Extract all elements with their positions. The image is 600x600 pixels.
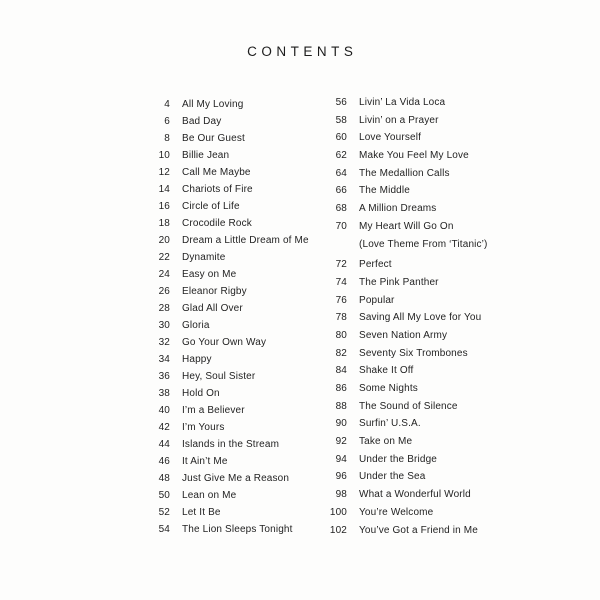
toc-entry (317, 150, 488, 168)
toc-song-title: Bad Day (182, 116, 222, 127)
toc-song-title: What a Wonderful World (359, 489, 471, 501)
toc-page-number: 4 (164, 99, 170, 110)
toc-entry (140, 150, 309, 167)
toc-song-title: Under the Sea (359, 471, 426, 483)
toc-entry (140, 405, 309, 422)
toc-entry (317, 348, 488, 366)
toc-entry (317, 259, 488, 277)
toc-song-title: I’m Yours (182, 422, 225, 433)
toc-page-number: 46 (158, 456, 170, 467)
toc-page-number: 30 (158, 320, 170, 331)
toc-entry (140, 320, 309, 337)
toc-page-number: 88 (335, 400, 347, 412)
toc-entry (140, 439, 309, 456)
toc-page-number: 80 (335, 329, 347, 341)
toc-page-number: 16 (158, 201, 170, 212)
toc-page-number: 50 (158, 490, 170, 501)
toc-entry (317, 185, 488, 203)
toc-entry (140, 201, 309, 218)
toc-entry (140, 337, 309, 354)
toc-page-number: 96 (335, 471, 347, 483)
toc-song-title: Under the Bridge (359, 453, 438, 465)
toc-page-number: 38 (158, 388, 170, 399)
toc-page-number: 86 (335, 383, 347, 394)
toc-entry (140, 133, 309, 150)
toc-song-title: It Ain’t Me (182, 456, 228, 467)
toc-entry (317, 132, 488, 150)
toc-song-title: Take on Me (359, 436, 413, 448)
toc-column-left (140, 99, 309, 541)
toc-page-number: 44 (158, 439, 170, 450)
toc-song-title: Easy on Me (182, 269, 237, 280)
toc-song-title: Let It Be (182, 507, 221, 518)
toc-song-title: Gloria (182, 320, 210, 331)
toc-entry (317, 330, 488, 348)
toc-entry (317, 401, 488, 419)
toc-entry (140, 218, 309, 235)
toc-song-subtitle: (Love Theme From ‘Titanic’) (359, 238, 488, 250)
toc-entry (140, 235, 309, 252)
toc-song-title: Popular (359, 294, 395, 306)
toc-page-number: 18 (158, 218, 170, 229)
toc-page-number: 76 (335, 294, 347, 306)
toc-song-title: All My Loving (182, 99, 244, 110)
toc-entry (140, 371, 309, 388)
toc-song-title: I’m a Believer (182, 405, 245, 416)
toc-page-number: 72 (335, 259, 347, 271)
toc-column-right (317, 97, 488, 542)
toc-entry (317, 277, 488, 295)
toc-page-number: 12 (158, 167, 170, 178)
toc-song-title: Surfin’ U.S.A. (359, 418, 421, 430)
toc-page-number: 74 (335, 276, 347, 288)
toc-entry-subtitle (317, 239, 488, 257)
toc-entry (140, 252, 309, 269)
toc-entry (317, 454, 488, 472)
toc-page-number: 98 (335, 489, 347, 501)
toc-song-title: You’ve Got a Friend in Me (359, 524, 478, 536)
toc-entry (317, 365, 488, 383)
toc-page-number: 62 (335, 150, 347, 162)
toc-page-number: 94 (335, 453, 347, 465)
toc-page-number: 40 (158, 405, 170, 416)
toc-entry (140, 286, 309, 303)
toc-page-number: 28 (158, 303, 170, 314)
toc-page-number: 8 (164, 133, 170, 144)
toc-song-title: The Medallion Calls (359, 167, 450, 179)
toc-entry (317, 507, 488, 525)
toc-entry (317, 221, 488, 239)
toc-page-number: 90 (335, 418, 347, 430)
toc-page-number: 92 (335, 436, 347, 448)
toc-song-title: Dream a Little Dream of Me (182, 235, 309, 246)
toc-page-number: 84 (335, 365, 347, 377)
toc-page-number: 36 (158, 371, 170, 382)
toc-song-title: The Middle (359, 185, 410, 197)
toc-entry (317, 295, 488, 313)
toc-entry (140, 116, 309, 133)
toc-song-title: Love Yourself (359, 132, 421, 144)
toc-song-title: Be Our Guest (182, 133, 245, 144)
toc-entry (317, 436, 488, 454)
toc-entry (317, 203, 488, 221)
toc-entry (317, 418, 488, 436)
toc-song-title: You’re Welcome (359, 506, 434, 518)
toc-entry (140, 524, 309, 541)
toc-song-title: Crocodile Rock (182, 218, 252, 229)
toc-song-title: Livin’ La Vida Loca (359, 97, 446, 108)
toc-song-title: Hey, Soul Sister (182, 371, 256, 382)
toc-song-title: The Lion Sleeps Tonight (182, 524, 293, 535)
toc-entry (317, 489, 488, 507)
toc-song-title: Livin’ on a Prayer (359, 114, 439, 126)
toc-page-number: 26 (158, 286, 170, 297)
toc-song-title: Saving All My Love for You (359, 312, 482, 324)
toc-song-title: Just Give Me a Reason (182, 473, 290, 484)
toc-song-title: Make You Feel My Love (359, 150, 469, 162)
toc-entry (140, 303, 309, 320)
toc-page-number: 24 (158, 269, 170, 280)
toc-song-title: Happy (182, 354, 212, 365)
toc-entry (140, 422, 309, 439)
toc-song-title: Lean on Me (182, 490, 237, 501)
toc-song-title: Call Me Maybe (182, 167, 251, 178)
toc-page-number: 10 (158, 150, 170, 161)
toc-page-number: 66 (335, 185, 347, 197)
toc-song-title: Eleanor Rigby (182, 286, 247, 297)
toc-page-number: 102 (329, 524, 347, 536)
toc-song-title: The Sound of Silence (359, 400, 458, 412)
toc-song-title: Go Your Own Way (182, 337, 267, 348)
toc-entry (140, 490, 309, 507)
toc-page-number: 100 (329, 506, 347, 518)
toc-page-number: 32 (158, 337, 170, 348)
toc-page-number: 6 (164, 116, 170, 127)
toc-entry (317, 168, 488, 186)
toc-song-title: Circle of Life (182, 201, 240, 212)
toc-song-title: Chariots of Fire (182, 184, 253, 195)
toc-entry (140, 184, 309, 201)
toc-song-title: Hold On (182, 388, 220, 399)
toc-entry (140, 473, 309, 490)
toc-page-number: 54 (158, 524, 170, 535)
toc-entry (140, 167, 309, 184)
toc-page-number: 60 (335, 132, 347, 144)
toc-entry (140, 388, 309, 405)
toc-song-title: Shake It Off (359, 365, 414, 377)
toc-page-number: 64 (335, 167, 347, 179)
toc-page-number: 56 (335, 97, 347, 108)
toc-page-number: 34 (158, 354, 170, 365)
toc-page-number: 68 (335, 203, 347, 215)
toc-song-title: My Heart Will Go On (359, 220, 454, 232)
toc-song-title: Dynamite (182, 252, 226, 263)
toc-entry (140, 456, 309, 473)
toc-page-number: 20 (158, 235, 170, 246)
toc-page-number: 52 (158, 507, 170, 518)
toc-page-number: 82 (335, 347, 347, 359)
toc-entry (317, 525, 488, 543)
toc-page-number: 14 (158, 184, 170, 195)
toc-page-number: 78 (335, 312, 347, 324)
toc-page-number: 42 (158, 422, 170, 433)
toc-entry (317, 471, 488, 489)
toc-entry (317, 115, 488, 133)
toc-entry (317, 97, 488, 115)
toc-song-title: Seven Nation Army (359, 329, 448, 341)
toc-entry (140, 99, 309, 116)
toc-entry (140, 507, 309, 524)
toc-song-title: Billie Jean (182, 150, 230, 161)
toc-song-title: Some Nights (359, 383, 418, 394)
toc-entry (317, 312, 488, 330)
toc-page-number: 70 (335, 220, 347, 232)
toc-song-title: Glad All Over (182, 303, 243, 314)
toc-song-title: Islands in the Stream (182, 439, 280, 450)
toc-entry (140, 269, 309, 286)
page-title: CONTENTS (247, 44, 358, 59)
toc-page-number: 48 (158, 473, 170, 484)
toc-song-title: Perfect (359, 259, 392, 271)
toc-entry (317, 383, 488, 401)
toc-entry (140, 354, 309, 371)
toc-page-number: 58 (335, 114, 347, 126)
toc-song-title: The Pink Panther (359, 276, 439, 288)
toc-song-title: A Million Dreams (359, 203, 437, 215)
toc-page-number: 22 (158, 252, 170, 263)
toc-song-title: Seventy Six Trombones (359, 347, 468, 359)
